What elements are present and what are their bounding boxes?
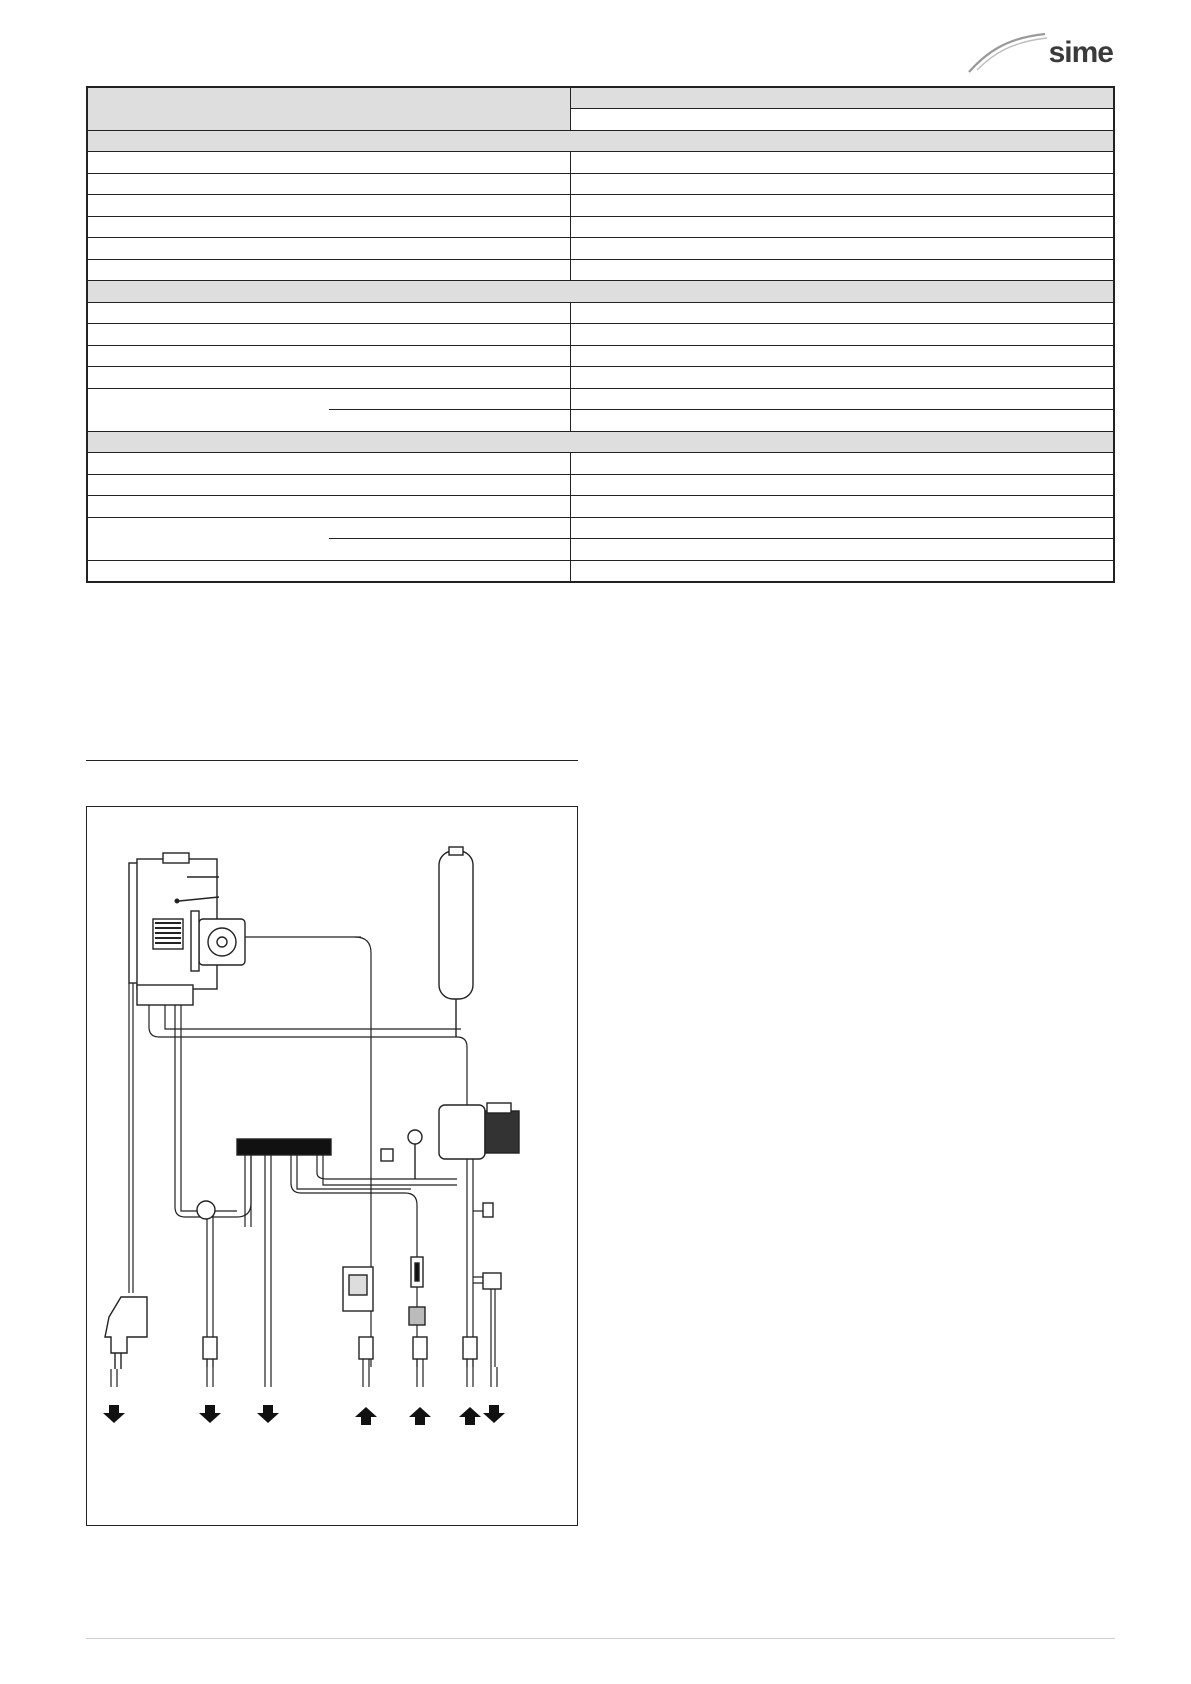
table-header-cell (87, 87, 570, 130)
brand-wordmark: sime (1048, 36, 1113, 69)
table-row (87, 496, 1114, 518)
table-row (87, 195, 1114, 217)
arrow-down-icon (257, 1405, 279, 1423)
sensor (483, 1203, 493, 1217)
table-row (87, 216, 1114, 238)
hydraulic-manifold (237, 1139, 331, 1155)
hydraulic-diagram (86, 806, 578, 1526)
arrow-down-icon (103, 1405, 125, 1423)
safety-valve (483, 1273, 501, 1289)
flow-switch (197, 1201, 215, 1219)
table-header-cell (570, 87, 1114, 109)
arrow-up-icon (459, 1407, 481, 1425)
section-row (87, 431, 1114, 453)
pressure-gauge (408, 1130, 422, 1144)
table-row (87, 474, 1114, 496)
table-row (87, 173, 1114, 195)
table-row (87, 453, 1114, 475)
table-row (87, 539, 1114, 561)
arrow-up-icon (409, 1407, 431, 1425)
table-row (87, 367, 1114, 389)
table-row (87, 152, 1114, 174)
table-header-cell (570, 109, 1114, 131)
table-row (87, 324, 1114, 346)
water-filter (409, 1307, 425, 1325)
table-row (87, 302, 1114, 324)
section-row (87, 281, 1114, 303)
table-row (87, 388, 1114, 410)
arrow-up-icon (355, 1407, 377, 1425)
brand-logo (965, 24, 1115, 76)
table-row (87, 517, 1114, 539)
table-row (87, 259, 1114, 281)
section-divider (86, 760, 578, 761)
arrow-down-icon (199, 1405, 221, 1423)
table-row (87, 345, 1114, 367)
section-row (87, 130, 1114, 152)
condensate-trap (105, 1297, 147, 1369)
table-row (87, 560, 1114, 582)
expansion-vessel (439, 847, 473, 1037)
footer-divider (86, 1638, 1115, 1639)
table-header-row (87, 87, 1114, 109)
pump (439, 1103, 519, 1159)
air-vent (381, 1149, 393, 1161)
arrow-down-icon (483, 1405, 505, 1423)
table-row (87, 238, 1114, 260)
fan (191, 911, 245, 971)
table-row (87, 410, 1114, 432)
spec-table (86, 86, 1115, 583)
shutoff-valves (203, 1337, 477, 1359)
